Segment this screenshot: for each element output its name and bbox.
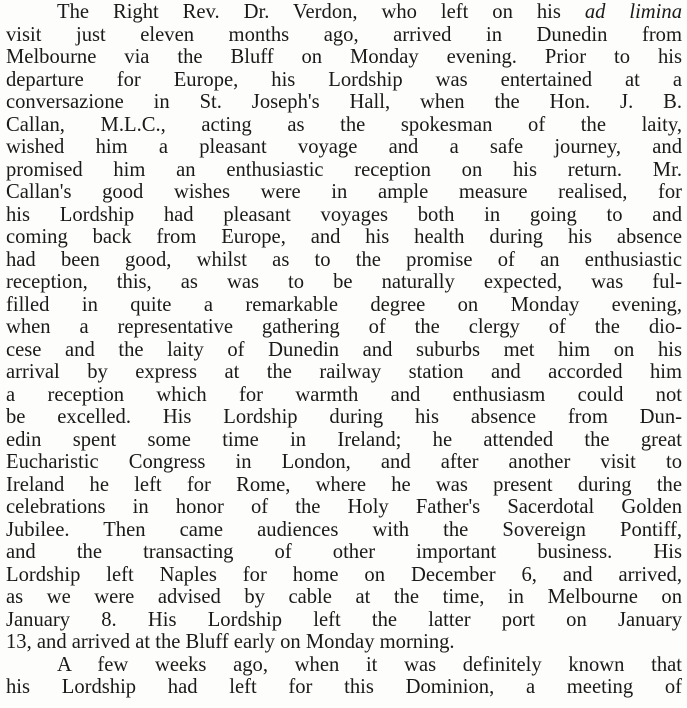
text-line: 13, and arrived at the Bluff early on Monday morning. [6, 631, 455, 653]
paragraph-1 [6, 1, 682, 654]
text-line: be excelled. His Lordship during his absence from Dun- [6, 406, 682, 428]
text-line: arrival by express at the railway station and accorded him [6, 361, 682, 383]
text-line: visit just eleven months ago, arrived in Dunedin from [6, 23, 682, 46]
text-line: had been good, whilst as to the promise of an enthusiastic [6, 248, 682, 271]
text-line-segment: The Right Rev. Dr. Verdon, who left on his [57, 1, 585, 23]
text-line: coming back from Europe, and his health during his absence [6, 226, 682, 248]
text-line: celebrations in honor of the Holy Father's Sacerdotal Golden [6, 496, 682, 518]
text-line: Callan, M.L.C., acting as the spokesman of the laity, [6, 113, 682, 136]
text-line: wished him a pleasant voyage and a safe journey, and [6, 136, 682, 158]
text-line: his Lordship had pleasant voyages both in going to and [6, 203, 682, 226]
text-line: cese and the laity of Dunedin and suburbs met him on his [6, 338, 682, 361]
text-line: Jubilee. Then came audiences with the Sovereign Pontiff, [6, 518, 682, 541]
text-line: Eucharistic Congress in London, and after another visit to [6, 451, 682, 473]
text-line: Ireland he left for Rome, where he was present during the [6, 473, 682, 496]
text-line: when a representative gathering of the clergy of the dio- [6, 316, 682, 338]
text-line: edin spent some time in Ireland; he attended the great [6, 428, 682, 451]
text-line: promised him an enthusiastic reception on his return. Mr. [6, 158, 682, 181]
text-line: Callan's good wishes were in ample measure realised, for [6, 181, 682, 203]
text-line: his Lordship had left for this Dominion, a meeting of [6, 676, 682, 698]
article-column [6, 1, 682, 699]
text-line: and the transacting of other important business. His [6, 541, 682, 563]
paragraph-2 [6, 654, 682, 699]
text-line: as we were advised by cable at the time, in Melbourne on [6, 586, 682, 608]
text-line: reception, this, as was to be naturally expected, was ful- [6, 271, 682, 293]
text-line [6, 1, 682, 24]
text-line: departure for Europe, his Lordship was entertained at a [6, 68, 682, 91]
text-line: A few weeks ago, when it was definitely known that [57, 653, 682, 676]
text-line: Lordship left Naples for home on December 6, and arrived, [6, 563, 682, 586]
text-line: filled in quite a remarkable degree on Monday evening, [6, 293, 682, 316]
text-line: January 8. His Lordship left the latter port on January [6, 608, 682, 631]
text-line: conversazione in St. Joseph's Hall, when the Hon. J. B. [6, 91, 682, 113]
italic-phrase: ad limina [584, 1, 682, 23]
text-line: a reception which for warmth and enthusiasm could not [6, 383, 682, 406]
text-line: Melbourne via the Bluff on Monday evening. Prior to his [6, 46, 682, 68]
